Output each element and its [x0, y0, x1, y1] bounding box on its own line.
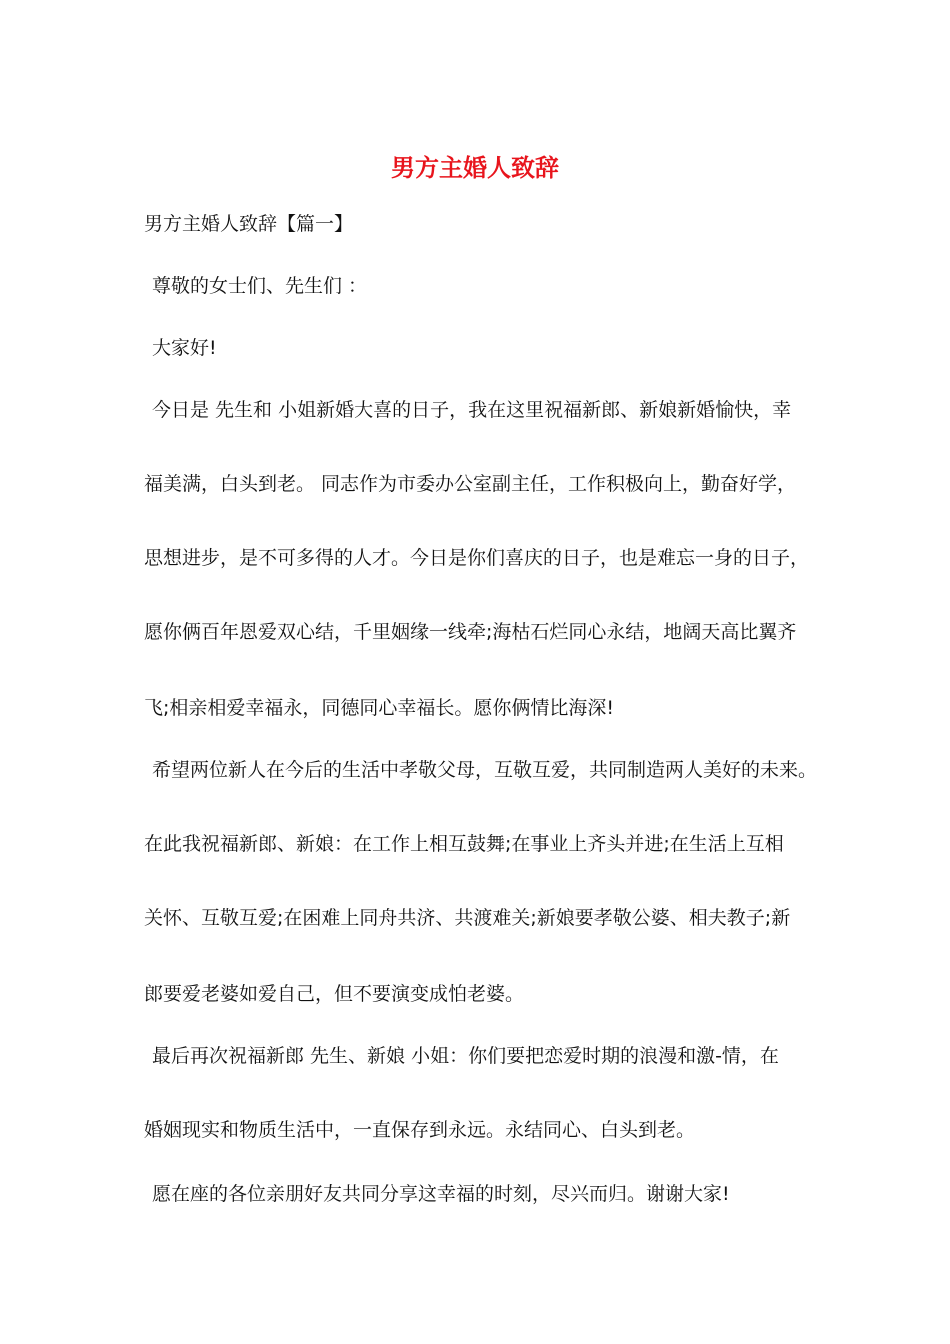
paragraph-line: 在此我祝福新郎、新娘：在工作上相互鼓舞;在事业上齐头并进;在生活上互相: [144, 833, 784, 855]
section-heading: 男方主婚人致辞【篇一】: [144, 213, 354, 235]
closing-line: 愿在座的各位亲朋好友共同分享这幸福的时刻，尽兴而归。谢谢大家!: [152, 1183, 730, 1205]
paragraph-line: 婚姻现实和物质生活中，一直保存到永远。永结同心、白头到老。: [144, 1119, 696, 1141]
paragraph-line: 福美满，白头到老。 同志作为市委办公室副主任，工作积极向上，勤奋好学，: [144, 473, 797, 495]
paragraph-line: 飞;相亲相爱幸福永，同德同心幸福长。愿你俩情比海深!: [144, 697, 615, 719]
paragraph-line: 关怀、互敬互爱;在困难上同舟共济、共渡难关;新娘要孝敬公婆、相夫教子;新: [144, 907, 791, 929]
paragraph-line: 郎要爱老婆如爱自己，但不要演变成怕老婆。: [144, 983, 525, 1005]
paragraph-line: 今日是 先生和 小姐新婚大喜的日子，我在这里祝福新郎、新娘新婚愉快，幸: [152, 399, 792, 421]
paragraph-line: 思想进步，是不可多得的人才。今日是你们喜庆的日子，也是难忘一身的日子，: [144, 547, 810, 569]
paragraph-line: 最后再次祝福新郎 先生、新娘 小姐：你们要把恋爱时期的浪漫和激-情，在: [152, 1045, 779, 1067]
paragraph-line: 希望两位新人在今后的生活中孝敬父母，互敬互爱，共同制造两人美好的未来。: [152, 759, 818, 781]
greeting: 大家好!: [152, 337, 217, 359]
paragraph-line: 愿你俩百年恩爱双心结，千里姻缘一线牵;海枯石烂同心永结，地阔天高比翼齐: [144, 621, 797, 643]
salutation: 尊敬的女士们、先生们 ：: [152, 275, 368, 297]
document-title: 男方主婚人致辞: [391, 153, 559, 182]
